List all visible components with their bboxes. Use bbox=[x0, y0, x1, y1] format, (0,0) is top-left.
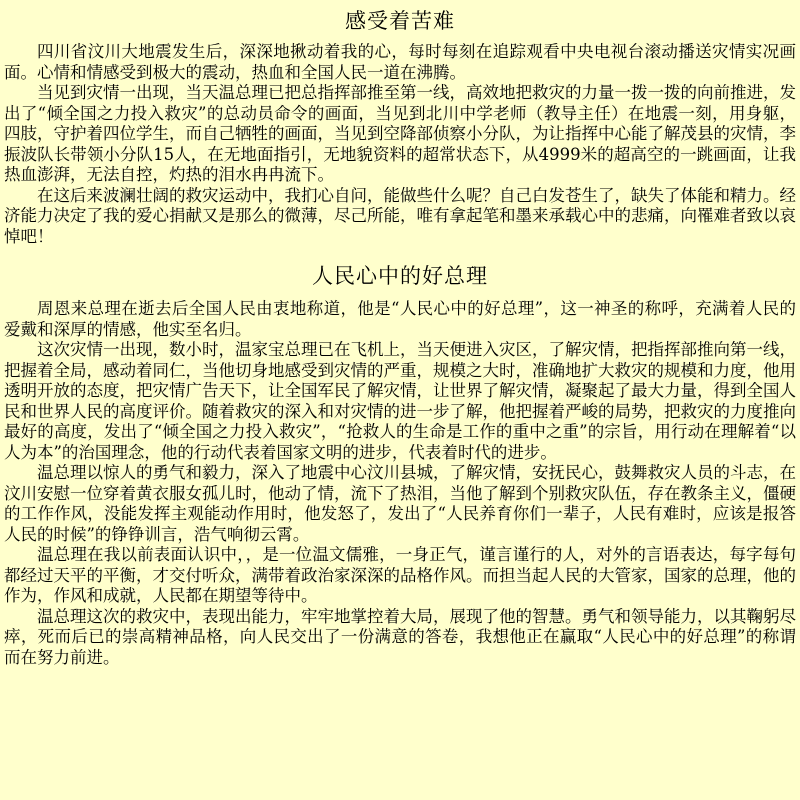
article-premier bbox=[4, 261, 796, 668]
article-paragraph: 周恩来总理在逝去后全国人民由衷地称道，他是“人民心中的好总理”，这一神圣的称呼，充满着人民的爱戴和深厚的情感，他实至名归。 bbox=[4, 299, 796, 339]
article-paragraph: 温总理以惊人的勇气和毅力，深入了地震中心汶川县城，了解灾情，安抚民心，鼓舞救灾人员的斗志，在汶川安慰一位穿着黄衣服女孤儿时，他动了情，流下了热泪，当他了解到个别救灾队伍，存在教条主义，僵硬的工作作风，没能发挥主观能动作用时，他发怒了，发出了“人民养育你们一辈子，人民有难时，应该是报答人民的时候”的铮铮训言，浩气响彻云霄。 bbox=[4, 463, 796, 544]
article-paragraph: 在这后来波澜壮阔的救灾运动中，我扪心自问，能做些什么呢？自己白发苍生了，缺失了体能和精力。经济能力决定了我的爱心捐献又是那么的微薄，尽己所能，唯有拿起笔和墨来承载心中的悲痛，向罹难者致以哀悼吧！ bbox=[4, 185, 796, 246]
article-paragraph: 温总理在我以前表面认识中，，是一位温文儒雅，一身正气，谨言谨行的人，对外的言语表达，每字每句都经过天平的平衡，才交付听众，满带着政治家深深的品格作风。而担当起人民的大管家，国家的总理，他的作为，作风和成就，人民都在期望等待中。 bbox=[4, 545, 796, 605]
article-title: 人民心中的好总理 bbox=[312, 264, 488, 288]
article-paragraph: 温总理这次的救灾中，表现出能力，牢牢地掌控着大局，展现了他的智慧。勇气和领导能力，以其鞠躬尽瘁，死而后已的崇高精神品格，向人民交出了一份满意的答卷，我想他正在赢取“人民心中的好总理”的称谓而在努力前进。 bbox=[4, 606, 796, 667]
article-paragraph: 当见到灾情一出现，当天温总理已把总指挥部推至第一线，高效地把救灾的力量一拨一拨的向前推进，发出了“倾全国之力投入救灾”的总动员命令的画面，当见到北川中学老师（教导主任）在地震一刻，用身躯，四肢，守护着四位学生，而自己牺牲的画面，当见到空降部侦察小分队，为让指挥中心能了解茂县的灾情，李振波队长带领小分队15人，在无地面指引，无地貌资料的超常状态下，从4999米的超高空的一跳画面，让我热血澎湃，无法自控，灼热的泪水冉冉流下。 bbox=[4, 83, 796, 184]
article-paragraph: 这次灾情一出现，数小时，温家宝总理已在飞机上，当天便进入灾区，了解灾情，把指挥部推向第一线，把握着全局，感动着同仁，当他切身地感受到灾情的严重，规模之大时，准确地扩大救灾的规模和力度，他用透明开放的态度，把灾情广告天下，让全国军民了解灾情，让世界了解灾情，凝聚起了最大力量，得到全国人民和世界人民的高度评价。随着救灾的深入和对灾情的进一步了解，他把握着严峻的局势，把救灾的力度推向最好的高度，发出了“倾全国之力投入救灾”，“抢救人的生命是工作的重中之重”的宗旨，用行动在理解着“以人为本”的治国理念，他的行动代表着国家文明的进步，代表着时代的进步。 bbox=[4, 340, 796, 462]
article-title: 感受着苦难 bbox=[345, 9, 455, 33]
article-paragraph: 四川省汶川大地震发生后，深深地揪动着我的心，每时每刻在追踪观看中央电视台滚动播送灾情实况画面。心情和情感受到极大的震动，热血和全国人民一道在沸腾。 bbox=[4, 42, 796, 82]
article-gansho bbox=[4, 6, 796, 247]
